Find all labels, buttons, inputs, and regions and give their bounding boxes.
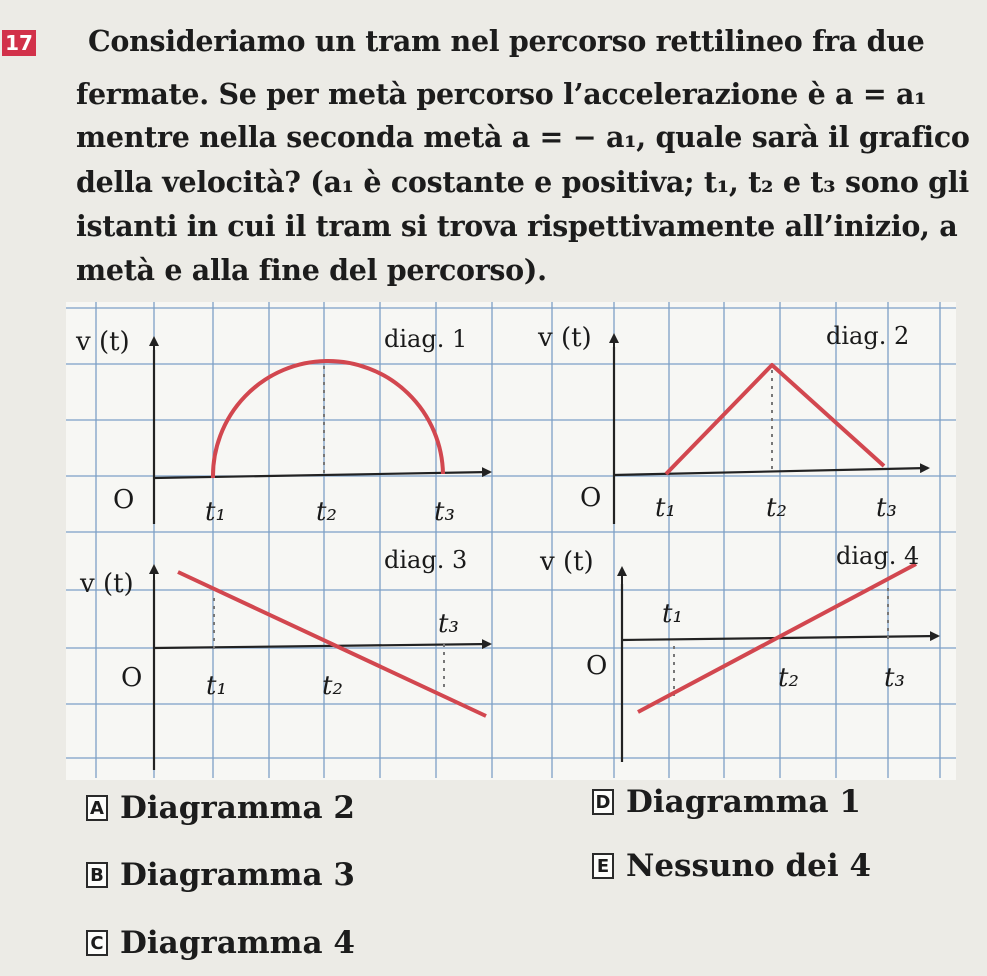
option-a-text: Diagramma 2 (120, 790, 355, 826)
d1-title: diag. 1 (384, 325, 468, 353)
diagrams-figure (66, 302, 956, 782)
question-line-5: istanti in cui il tram si trova rispettivamente all’inizio, a (76, 209, 958, 243)
d3-tick-t1: t₁ (206, 671, 227, 701)
question-number: 17 (2, 30, 36, 56)
d2-tick-t3: t₃ (876, 493, 897, 523)
option-e-letter: E (592, 853, 614, 879)
option-d-text: Diagramma 1 (626, 784, 861, 820)
d2-tick-t1: t₁ (655, 493, 676, 523)
d1-origin: O (113, 485, 135, 515)
d1-tick-t3: t₃ (434, 497, 455, 527)
d1-tick-t2: t₂ (316, 497, 337, 527)
d3-tick-t3: t₃ (438, 609, 459, 639)
option-b-letter: B (86, 862, 108, 888)
d2-title: diag. 2 (826, 322, 910, 350)
d4-y-label: v (t) (540, 547, 594, 577)
option-c-text: Diagramma 4 (120, 925, 355, 961)
question-line-6: metà e alla fine del percorso). (76, 253, 547, 287)
d4-title: diag. 4 (836, 542, 920, 570)
d3-title: diag. 3 (384, 546, 468, 574)
d3-tick-t2: t₂ (322, 671, 343, 701)
d4-origin: O (586, 651, 608, 681)
question-line-4: della velocità? (a₁ è costante e positiva; t₁, t₂ e t₃ sono gli (76, 165, 969, 199)
d4-tick-t1: t₁ (662, 599, 683, 629)
question-line-2: fermate. Se per metà percorso l’accelerazione è a = a₁ (76, 77, 927, 111)
d3-y-label: v (t) (80, 569, 134, 599)
option-d-letter: D (592, 789, 614, 815)
option-a[interactable] (86, 790, 355, 826)
question-line-1: Consideriamo un tram nel percorso rettilineo fra due (88, 24, 925, 58)
d2-y-label: v (t) (538, 323, 592, 353)
option-c-letter: C (86, 930, 108, 956)
option-d[interactable] (592, 784, 861, 820)
d2-tick-t2: t₂ (766, 493, 787, 523)
d4-tick-t2: t₂ (778, 663, 799, 693)
option-c[interactable] (86, 925, 355, 961)
d1-tick-t1: t₁ (205, 497, 226, 527)
question-line-3: mentre nella seconda metà a = − a₁, quale sarà il grafico (76, 120, 970, 154)
d1-y-label: v (t) (76, 327, 130, 357)
option-e-text: Nessuno dei 4 (626, 848, 872, 884)
option-b-text: Diagramma 3 (120, 857, 355, 893)
d2-origin: O (580, 483, 602, 513)
option-e[interactable] (592, 848, 871, 884)
option-a-letter: A (86, 795, 108, 821)
option-b[interactable] (86, 857, 355, 893)
d4-tick-t3: t₃ (884, 663, 905, 693)
d3-origin: O (121, 663, 143, 693)
